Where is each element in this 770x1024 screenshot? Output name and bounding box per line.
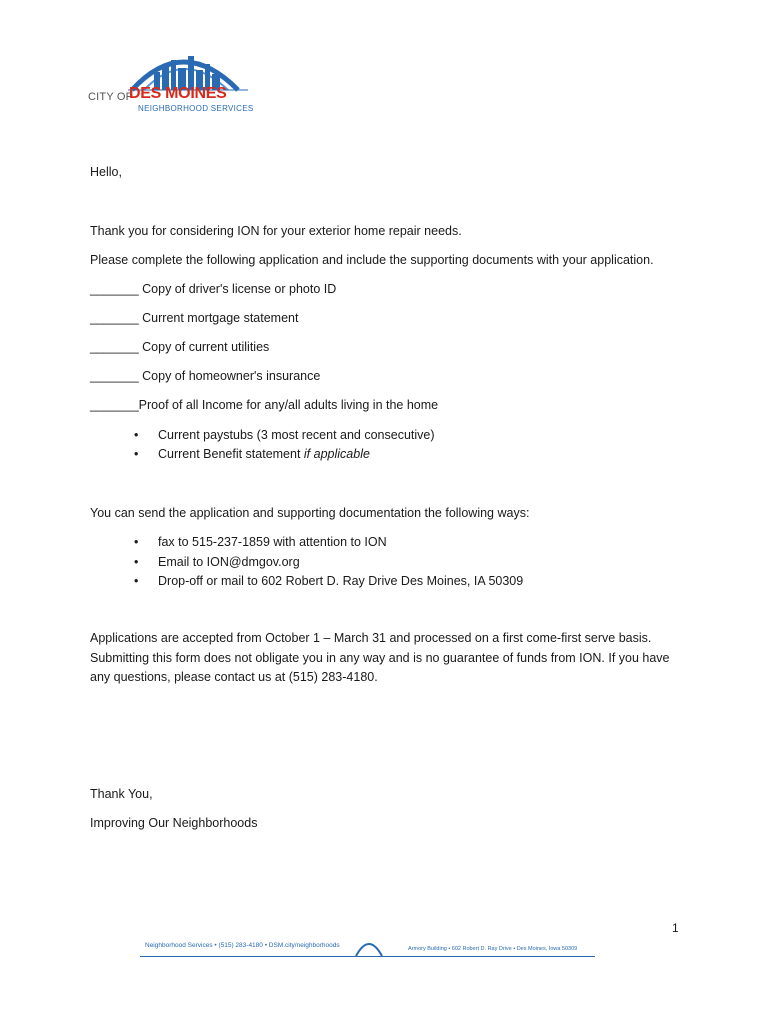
closing: Thank You, [90, 787, 153, 801]
footer-contact: Neighborhood Services • (515) 283-4180 • DSM.city/neighborhoods [145, 942, 340, 949]
applications-paragraph: Applications are accepted from October 1 – March 31 and processed on a first come-first serve basis. Submitting this form does not obligate you in any way and is no guarantee of funds from ION. If you have any questions, please contact us at (515) 283-4180. [90, 631, 670, 684]
logo-des-moines: DES MOINES [129, 85, 227, 102]
checklist-item: _______ Copy of homeowner's insurance [90, 369, 321, 383]
checklist-item: _______ Copy of driver's license or photo ID [90, 282, 337, 296]
checklist-item: _______ Current mortgage statement [90, 311, 299, 325]
footer [140, 934, 595, 960]
letter-page: CITY OF DES MOINES NEIGHBORHOOD SERVICES Hello, Thank you for considering ION for your exterior home repair needs. Please complete the following application and include the supporting documents with your application. _______ Copy of driver's license or photo ID _______ Current mortgage statement _______ Copy of current utilities _______ Copy of homeowner's insurance _______Proof of all Income for any/all adults living in the home • Current paystubs (3 most recent and consecutive) • Current Benefit statement if applicable You can send the application and supporting documentation the following ways: • fax to 515-237-1859 with attention to ION • Email to ION@dmgov.org • Drop-off or mail to 602 Robert D. Ray Drive Des Moines, IA 50309 Applications are accepted from October 1 – March 31 and processed on a first come-first serve basis. Submitting this form does not obligate you in any way and is no guarantee of funds from ION. If you have any questions, please contact us at (515) 283-4180. Thank You, Improving Our Neighborhoods 1 Neighborhood Services • (515) 283-4180 • DSM.city/neighborhoods Armory Building • 602 Robert D. Ray Drive • Des Moines, Iowa 50309 [0, 0, 770, 1024]
bullet-icon: • [134, 535, 139, 549]
greeting: Hello, [90, 165, 122, 179]
logo-city-of: CITY OF [88, 91, 133, 103]
checklist-item: _______ Copy of current utilities [90, 340, 270, 354]
footer-rule [140, 956, 595, 957]
bullet-icon: • [134, 447, 139, 461]
footer-bridge-icon [354, 936, 384, 956]
footer-address: Armory Building • 602 Robert D. Ray Drive • Des Moines, Iowa 50309 [408, 946, 578, 952]
bullet-icon: • [134, 574, 139, 588]
thanks-line: Thank you for considering ION for your exterior home repair needs. [90, 224, 462, 238]
city-logo [88, 42, 268, 122]
bullet-icon: • [134, 428, 139, 442]
instruction-line: Please complete the following application and include the supporting documents with your application. [90, 253, 654, 267]
logo-neighborhood-services: NEIGHBORHOOD SERVICES [138, 104, 254, 113]
bullet-icon: • [134, 555, 139, 569]
signature: Improving Our Neighborhoods [90, 816, 258, 830]
send-intro: You can send the application and supporting documentation the following ways: [90, 506, 530, 520]
checklist-item: _______Proof of all Income for any/all adults living in the home [90, 398, 439, 412]
page-number: 1 [672, 921, 679, 935]
